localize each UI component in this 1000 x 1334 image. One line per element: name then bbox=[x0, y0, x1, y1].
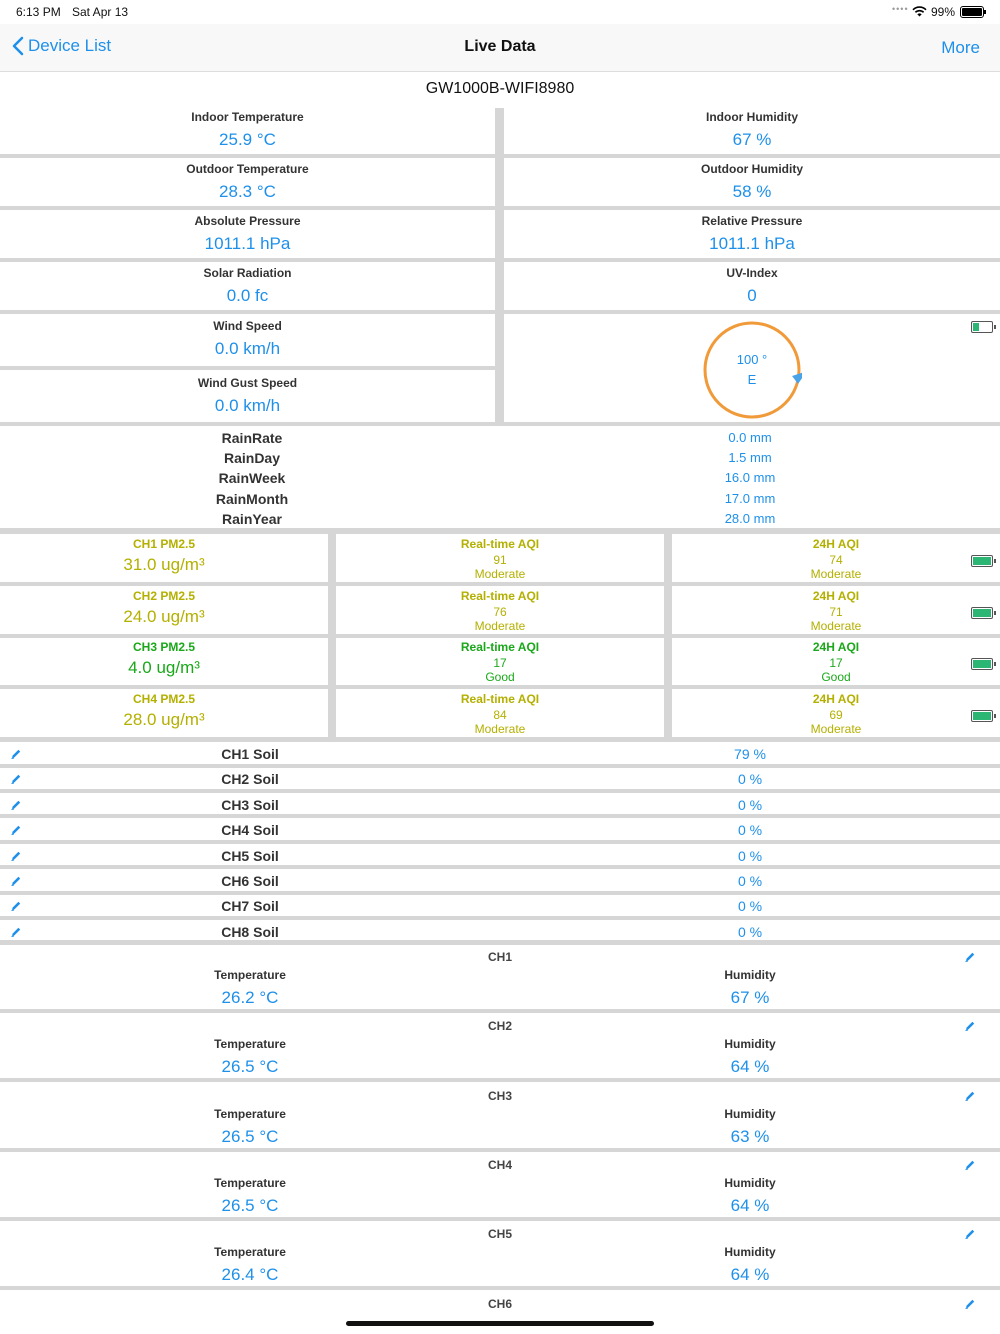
pm25-value-cell bbox=[0, 586, 328, 627]
battery-percent: 99% bbox=[931, 5, 956, 19]
realtime-aqi-cell bbox=[336, 534, 664, 581]
pm25-row bbox=[0, 689, 1000, 737]
indoor-temperature-label: Indoor Temperature bbox=[191, 110, 304, 124]
channel-block bbox=[0, 1152, 1000, 1220]
indoor-humidity-cell bbox=[504, 100, 1000, 154]
realtime-aqi-label: Real-time AQI bbox=[460, 588, 540, 603]
pm25-battery-icon bbox=[971, 710, 993, 722]
wind-direction-degrees: 100 ° bbox=[736, 352, 768, 367]
wifi-icon bbox=[912, 6, 927, 17]
indoor-temperature-value: 25.9 °C bbox=[219, 130, 276, 149]
realtime-aqi-cell bbox=[336, 586, 664, 633]
absolute-pressure-value: 1011.1 hPa bbox=[204, 234, 291, 253]
pm25-value-cell bbox=[0, 534, 328, 575]
soil-name: CH7 Soil bbox=[221, 898, 279, 915]
channel-humidity-label: Humidity bbox=[724, 968, 776, 982]
h24-aqi-level: Moderate bbox=[810, 722, 862, 737]
wind-gust-value: 0.0 km/h bbox=[214, 396, 281, 415]
realtime-aqi-cell bbox=[336, 689, 664, 736]
rain-row bbox=[0, 468, 1000, 488]
outdoor-temperature-label: Outdoor Temperature bbox=[186, 162, 309, 176]
h24-aqi-label: 24H AQI bbox=[812, 692, 860, 707]
wind-gust-cell bbox=[0, 366, 495, 422]
outdoor-humidity-value: 58 % bbox=[732, 182, 772, 201]
absolute-pressure-cell bbox=[0, 204, 495, 258]
pm25-battery-icon bbox=[971, 658, 993, 670]
wind-battery-icon bbox=[971, 321, 993, 333]
channel-humidity-value: 64 % bbox=[730, 1195, 770, 1215]
status-date: Sat Apr 13 bbox=[72, 5, 129, 19]
soil-name: CH4 Soil bbox=[221, 822, 279, 839]
channel-name: CH2 bbox=[487, 1019, 512, 1034]
soil-name: CH3 Soil bbox=[221, 796, 279, 813]
channel-humidity-label: Humidity bbox=[724, 1037, 776, 1052]
device-name: GW1000B-WIFI8980 bbox=[425, 80, 575, 97]
soil-value: 0 % bbox=[737, 796, 763, 813]
soil-value: 0 % bbox=[737, 923, 763, 940]
status-time: 6:13 PM bbox=[16, 5, 61, 19]
channel-humidity-value: 64 % bbox=[730, 1057, 770, 1077]
soil-value: 0 % bbox=[737, 847, 763, 864]
uv-index-value: 0 bbox=[747, 286, 757, 305]
back-button-label: Device List bbox=[28, 36, 112, 55]
wind-speed-value: 0.0 km/h bbox=[214, 339, 281, 358]
pm25-value-cell bbox=[0, 689, 328, 730]
realtime-aqi-label: Real-time AQI bbox=[460, 537, 540, 551]
row-divider bbox=[0, 422, 1000, 426]
soil-value: 0 % bbox=[737, 771, 763, 788]
pm25-battery-icon bbox=[971, 555, 993, 567]
wind-direction-compass bbox=[702, 320, 802, 420]
channel-block bbox=[0, 1083, 1000, 1151]
pm25-value: 4.0 ug/m³ bbox=[128, 658, 200, 678]
channel-temperature-label: Temperature bbox=[214, 1106, 286, 1121]
rain-label: RainYear bbox=[222, 510, 282, 527]
wind-speed-cell bbox=[0, 309, 495, 365]
channel-humidity-label: Humidity bbox=[724, 1245, 776, 1260]
rain-value: 28.0 mm bbox=[724, 510, 776, 526]
rain-label: RainWeek bbox=[218, 470, 286, 487]
indoor-humidity-label: Indoor Humidity bbox=[706, 110, 798, 124]
rain-row bbox=[0, 509, 1000, 529]
pm25-row bbox=[0, 534, 1000, 582]
rain-value: 0.0 mm bbox=[728, 430, 772, 445]
status-bar bbox=[0, 0, 1000, 24]
channel-humidity-label: Humidity bbox=[724, 1106, 776, 1121]
channel-name: CH6 bbox=[487, 1296, 512, 1311]
channel-humidity-label: Humidity bbox=[724, 1175, 776, 1190]
pm-col-divider bbox=[664, 534, 672, 738]
channel-temperature-value: 26.4 °C bbox=[221, 1265, 279, 1285]
edit-pencil-icon[interactable] bbox=[964, 950, 976, 968]
indoor-temperature-cell bbox=[0, 100, 495, 154]
row-divider bbox=[0, 940, 1000, 944]
h24-aqi-value: 69 bbox=[829, 708, 843, 723]
pm25-value-cell bbox=[0, 637, 328, 678]
rain-label: RainMonth bbox=[215, 490, 289, 507]
more-button[interactable]: More bbox=[941, 38, 980, 57]
page-title: Live Data bbox=[464, 38, 536, 55]
soil-name: CH1 Soil bbox=[221, 746, 279, 762]
pm25-value: 28.0 ug/m³ bbox=[123, 710, 205, 730]
pm25-battery-icon bbox=[971, 607, 993, 619]
wind-gust-label: Wind Gust Speed bbox=[197, 376, 298, 390]
h24-aqi-cell bbox=[672, 637, 1000, 684]
h24-aqi-level: Moderate bbox=[810, 567, 862, 581]
outdoor-temperature-value: 28.3 °C bbox=[219, 182, 276, 201]
channel-humidity-value: 64 % bbox=[730, 1265, 770, 1285]
h24-aqi-value: 17 bbox=[829, 656, 843, 671]
edit-pencil-icon[interactable] bbox=[964, 1297, 976, 1315]
realtime-aqi-value: 91 bbox=[493, 553, 507, 567]
soil-name: CH8 Soil bbox=[221, 923, 279, 940]
channel-block bbox=[0, 1291, 1000, 1334]
rain-value: 17.0 mm bbox=[724, 490, 776, 506]
navigation-bar bbox=[0, 24, 1000, 72]
outdoor-temperature-cell bbox=[0, 152, 495, 206]
signal-icon: •••• bbox=[892, 4, 909, 14]
realtime-aqi-level: Moderate bbox=[474, 567, 526, 581]
uv-index-label: UV-Index bbox=[726, 266, 778, 280]
channel-name: CH5 bbox=[487, 1227, 512, 1242]
h24-aqi-label: 24H AQI bbox=[812, 640, 860, 655]
channel-name: CH1 bbox=[487, 950, 512, 964]
h24-aqi-cell bbox=[672, 586, 1000, 633]
compass-ring-icon bbox=[702, 320, 802, 420]
channel-block bbox=[0, 1221, 1000, 1289]
pm25-value: 24.0 ug/m³ bbox=[123, 606, 205, 626]
pm25-name: CH1 PM2.5 bbox=[132, 537, 196, 551]
channel-name: CH3 bbox=[487, 1088, 512, 1103]
channel-temperature-label: Temperature bbox=[214, 1245, 286, 1260]
pm25-row bbox=[0, 586, 1000, 634]
relative-pressure-label: Relative Pressure bbox=[701, 214, 803, 228]
realtime-aqi-value: 17 bbox=[493, 656, 507, 671]
h24-aqi-cell bbox=[672, 689, 1000, 736]
solar-radiation-cell bbox=[0, 256, 495, 310]
channel-temperature-value: 26.5 °C bbox=[221, 1126, 279, 1146]
edit-pencil-icon[interactable] bbox=[964, 1158, 976, 1176]
soil-value: 0 % bbox=[737, 873, 763, 889]
h24-aqi-level: Good bbox=[821, 670, 851, 685]
soil-value: 79 % bbox=[734, 746, 766, 762]
channel-humidity-value: 63 % bbox=[730, 1126, 770, 1146]
realtime-aqi-level: Good bbox=[485, 670, 515, 685]
h24-aqi-cell bbox=[672, 534, 1000, 581]
pm-col-divider bbox=[328, 534, 336, 738]
solar-radiation-value: 0.0 fc bbox=[226, 286, 269, 305]
edit-pencil-icon[interactable] bbox=[964, 1227, 976, 1245]
h24-aqi-value: 71 bbox=[829, 604, 843, 619]
h24-aqi-label: 24H AQI bbox=[812, 588, 860, 603]
soil-value: 0 % bbox=[737, 898, 763, 915]
rain-label: RainRate bbox=[221, 430, 283, 446]
realtime-aqi-value: 76 bbox=[493, 604, 507, 619]
rain-row bbox=[0, 489, 1000, 509]
realtime-aqi-cell bbox=[336, 637, 664, 684]
rain-value: 1.5 mm bbox=[728, 450, 772, 466]
soil-name: CH6 Soil bbox=[221, 873, 279, 889]
rain-label: RainDay bbox=[223, 450, 281, 467]
h24-aqi-level: Moderate bbox=[810, 618, 862, 633]
pm25-row bbox=[0, 637, 1000, 685]
wind-speed-label: Wind Speed bbox=[213, 319, 282, 333]
channel-temperature-label: Temperature bbox=[214, 1175, 286, 1190]
battery-icon bbox=[960, 6, 984, 18]
pm25-name: CH2 PM2.5 bbox=[132, 588, 196, 603]
absolute-pressure-label: Absolute Pressure bbox=[194, 214, 301, 228]
outdoor-humidity-label: Outdoor Humidity bbox=[701, 162, 803, 176]
relative-pressure-value: 1011.1 hPa bbox=[709, 234, 795, 253]
realtime-aqi-label: Real-time AQI bbox=[460, 692, 540, 707]
channel-temperature-value: 26.5 °C bbox=[221, 1195, 279, 1215]
soil-name: CH2 Soil bbox=[221, 771, 279, 788]
rain-row bbox=[0, 428, 1000, 448]
pm25-value: 31.0 ug/m³ bbox=[123, 555, 205, 574]
channel-temperature-value: 26.2 °C bbox=[221, 988, 279, 1007]
realtime-aqi-level: Moderate bbox=[474, 722, 526, 737]
solar-radiation-label: Solar Radiation bbox=[203, 266, 292, 280]
relative-pressure-cell bbox=[504, 204, 1000, 258]
channel-block bbox=[0, 1013, 1000, 1081]
realtime-aqi-label: Real-time AQI bbox=[460, 640, 540, 655]
channel-temperature-label: Temperature bbox=[214, 968, 286, 982]
rain-row bbox=[0, 448, 1000, 468]
pm25-name: CH3 PM2.5 bbox=[132, 640, 196, 655]
channel-block bbox=[0, 944, 1000, 1012]
edit-pencil-icon[interactable] bbox=[964, 1019, 976, 1037]
wind-direction-compass-label: E bbox=[747, 372, 757, 387]
realtime-aqi-level: Moderate bbox=[474, 618, 526, 633]
soil-value: 0 % bbox=[737, 822, 763, 839]
realtime-aqi-value: 84 bbox=[493, 708, 507, 723]
channel-humidity-value: 67 % bbox=[730, 988, 770, 1007]
channel-temperature-value: 26.5 °C bbox=[221, 1057, 279, 1077]
uv-index-cell bbox=[504, 256, 1000, 310]
rain-value: 16.0 mm bbox=[724, 470, 776, 486]
channel-name: CH4 bbox=[487, 1157, 512, 1172]
h24-aqi-value: 74 bbox=[829, 553, 843, 567]
edit-pencil-icon[interactable] bbox=[964, 1089, 976, 1107]
h24-aqi-label: 24H AQI bbox=[812, 537, 860, 551]
outdoor-humidity-cell bbox=[504, 152, 1000, 206]
channel-temperature-label: Temperature bbox=[214, 1037, 286, 1052]
indoor-humidity-value: 67 % bbox=[732, 130, 772, 149]
soil-name: CH5 Soil bbox=[221, 847, 279, 864]
pm25-name: CH4 PM2.5 bbox=[132, 692, 196, 707]
home-indicator[interactable] bbox=[346, 1321, 654, 1326]
